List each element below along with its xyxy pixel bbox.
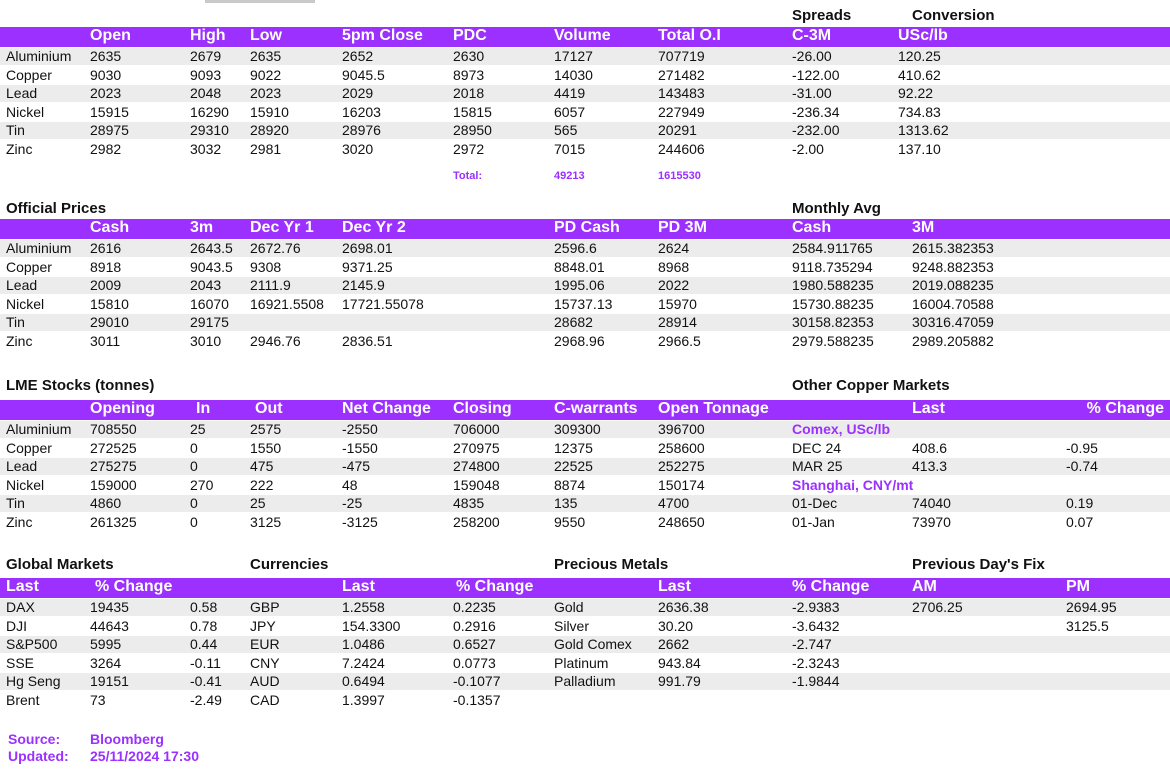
official-cell: 16921.5508 (250, 295, 324, 312)
stocks-cell: 9550 (554, 513, 586, 530)
index-change: 0.44 (190, 636, 218, 652)
contract-name: MAR 25 (792, 458, 843, 474)
official-cell: 2615.382353 (912, 240, 994, 256)
currency-change: -0.1077 (453, 673, 501, 689)
stocks-cell: 25 (190, 421, 206, 437)
currencies-title: Currencies (250, 556, 329, 573)
previous-fix-title: Previous Day's Fix (912, 556, 1045, 573)
official-cell: 16070 (190, 295, 229, 312)
official-cell: 8848.01 (554, 258, 605, 275)
top-cell: 244606 (658, 140, 705, 157)
top-cell: -2.00 (792, 140, 824, 157)
stocks-cell: -475 (342, 458, 371, 474)
total-label: Total: (453, 170, 483, 182)
metal-name: Nickel (6, 103, 45, 120)
index-last: 19435 (90, 599, 129, 615)
currency-last: 154.3300 (342, 617, 401, 634)
fix-am: 2706.25 (912, 599, 963, 615)
top-cell: 9093 (190, 66, 222, 83)
top-cell: 15915 (90, 103, 129, 120)
precious-change: -2.747 (792, 636, 832, 652)
stocks-cell: 159048 (453, 476, 500, 493)
markets-col-header: PM (1066, 578, 1090, 595)
top-cell: 2023 (90, 85, 122, 101)
currency-name: EUR (250, 636, 280, 652)
stocks-cell: 252275 (658, 458, 705, 474)
top-cell: -31.00 (792, 85, 832, 101)
precious-name: Gold (554, 599, 584, 615)
stocks-cell: 248650 (658, 513, 705, 530)
index-change: -0.41 (190, 673, 222, 689)
top-cell: 7015 (554, 140, 586, 157)
fix-pm: 2694.95 (1066, 599, 1117, 615)
top-cell: 707719 (658, 48, 705, 64)
official-cell: 2009 (90, 277, 122, 293)
top-cell: 8973 (453, 66, 485, 83)
stocks-cell: 258200 (453, 513, 500, 530)
stocks-cell: 0 (190, 495, 198, 511)
top-cell: 2981 (250, 140, 282, 157)
top-cell: 271482 (658, 66, 705, 83)
stocks-cell: 8874 (554, 476, 586, 493)
currency-name: CAD (250, 691, 280, 708)
copper-change: -0.95 (1066, 439, 1098, 456)
stocks-col-header: Out (255, 400, 283, 417)
top-cell: 28920 (250, 122, 289, 138)
official-cell: 2966.5 (658, 332, 701, 349)
updated-value: 25/11/2024 17:30 (90, 748, 199, 764)
metal-name: Zinc (6, 513, 33, 530)
metal-name: Aluminium (6, 48, 72, 64)
stocks-cell: 270975 (453, 439, 500, 456)
top-cell: 15910 (250, 103, 289, 120)
copper-change: -0.74 (1066, 458, 1098, 474)
metal-name: Lead (6, 458, 38, 474)
stocks-cell: 270 (190, 476, 214, 493)
official-cell: 1995.06 (554, 277, 605, 293)
official-cell: 2043 (190, 277, 222, 293)
precious-metals-title: Precious Metals (554, 556, 669, 573)
official-cell: 8968 (658, 258, 690, 275)
stocks-cell: -2550 (342, 421, 378, 437)
contract-name: 01-Dec (792, 495, 838, 511)
top-cell: 9022 (250, 66, 282, 83)
official-cell: 2111.9 (250, 277, 291, 293)
top-cell: 3020 (342, 140, 374, 157)
index-name: DJI (6, 617, 27, 634)
markets-col-header: % Change (792, 578, 870, 595)
metal-name: Copper (6, 439, 52, 456)
index-last: 19151 (90, 673, 129, 689)
top-cell: 2972 (453, 140, 485, 157)
stocks-cell: 12375 (554, 439, 593, 456)
precious-last: 991.79 (658, 673, 701, 689)
currency-last: 7.2424 (342, 654, 385, 671)
markets-header-bar (0, 578, 1170, 598)
metal-name: Copper (6, 66, 52, 83)
metal-name: Aluminium (6, 421, 72, 437)
index-change: -2.49 (190, 691, 222, 708)
precious-last: 943.84 (658, 654, 701, 671)
precious-last: 2636.38 (658, 599, 709, 615)
index-name: Hg Seng (6, 673, 61, 689)
official-cell: 2989.205882 (912, 332, 994, 349)
official-cell: 9308 (250, 258, 282, 275)
top-cell: 2018 (453, 85, 485, 101)
stocks-cell: 272525 (90, 439, 137, 456)
markets-col-header: Last (658, 578, 691, 595)
currency-change: 0.2235 (453, 599, 496, 615)
currency-change: 0.6527 (453, 636, 496, 652)
metal-name: Zinc (6, 332, 33, 349)
top-cell: -122.00 (792, 66, 840, 83)
metal-name: Tin (6, 314, 25, 330)
official-cell: 1980.588235 (792, 277, 874, 293)
copper-change: 0.19 (1066, 495, 1094, 511)
stocks-col-header: C-warrants (554, 400, 638, 417)
stocks-col-header: % Change (1086, 400, 1164, 417)
index-last: 73 (90, 691, 106, 708)
official-col-header: Cash (90, 219, 130, 236)
top-cell: 9030 (90, 66, 122, 83)
official-cell: 2624 (658, 240, 690, 256)
top-cell: -236.34 (792, 103, 840, 120)
stocks-cell: 396700 (658, 421, 705, 437)
index-name: S&P500 (6, 636, 58, 652)
index-name: Brent (6, 691, 40, 708)
markets-col-header: % Change (456, 578, 534, 595)
stocks-cell: 4835 (453, 495, 485, 511)
precious-change: -2.3243 (792, 654, 840, 671)
official-cell: 29010 (90, 314, 129, 330)
stocks-cell: 135 (554, 495, 578, 511)
precious-name: Palladium (554, 673, 616, 689)
official-cell: 15970 (658, 295, 697, 312)
logo-smudge (205, 0, 315, 3)
currency-name: JPY (250, 617, 276, 634)
official-cell: 30158.82353 (792, 314, 874, 330)
top-cell: 137.10 (898, 140, 941, 157)
index-change: 0.58 (190, 599, 218, 615)
top-cell: 1313.62 (898, 122, 949, 138)
market-subheader: Shanghai, CNY/mt (792, 476, 914, 493)
official-col-header: Cash (792, 219, 832, 236)
top-col-header: Open (90, 27, 131, 44)
official-col-header: 3m (190, 219, 214, 236)
official-cell: 28682 (554, 314, 593, 330)
stocks-cell: 261325 (90, 513, 137, 530)
precious-change: -1.9844 (792, 673, 840, 689)
official-cell: 17721.55078 (342, 295, 424, 312)
top-col-header: USc/lb (898, 27, 948, 44)
top-cell: 2029 (342, 85, 374, 101)
stocks-cell: 1550 (250, 439, 282, 456)
stocks-cell: 708550 (90, 421, 137, 437)
top-cell: 9045.5 (342, 66, 385, 83)
official-cell: 9371.25 (342, 258, 393, 275)
stocks-col-header: Last (912, 400, 945, 417)
metal-name: Lead (6, 277, 38, 293)
official-cell: 16004.70588 (912, 295, 994, 312)
metal-name: Tin (6, 122, 25, 138)
top-col-header: Total O.I (658, 27, 721, 44)
metal-name: Copper (6, 258, 52, 275)
precious-name: Platinum (554, 654, 609, 671)
precious-change: -2.9383 (792, 599, 840, 615)
official-col-header: 3M (912, 219, 935, 236)
index-change: -0.11 (190, 654, 221, 671)
official-cell: 15810 (90, 295, 129, 312)
top-cell: 2023 (250, 85, 282, 101)
official-cell: 3011 (90, 332, 121, 349)
stocks-cell: 4700 (658, 495, 690, 511)
top-cell: 120.25 (898, 48, 941, 64)
official-cell: 15737.13 (554, 295, 613, 312)
top-cell: 15815 (453, 103, 492, 120)
top-cell: 92.22 (898, 85, 934, 101)
stocks-cell: 48 (342, 476, 358, 493)
official-cell: 2019.088235 (912, 277, 994, 293)
top-cell: 28950 (453, 122, 492, 138)
official-cell: 9118.735294 (792, 258, 873, 275)
markets-col-header: Last (6, 578, 39, 595)
top-cell: 2048 (190, 85, 222, 101)
stocks-cell: 150174 (658, 476, 705, 493)
official-cell: 2946.76 (250, 332, 301, 349)
stocks-cell: -25 (342, 495, 363, 511)
precious-last: 2662 (658, 636, 690, 652)
top-cell: 6057 (554, 103, 586, 120)
market-subheader: Comex, USc/lb (792, 421, 891, 437)
top-cell: 20291 (658, 122, 697, 138)
top-cell: 734.83 (898, 103, 941, 120)
top-col-header: Volume (554, 27, 611, 44)
top-cell: 3032 (190, 140, 222, 157)
top-col-header: High (190, 27, 226, 44)
official-col-header: Dec Yr 2 (342, 219, 406, 236)
stocks-cell: 0 (190, 513, 198, 530)
top-cell: 143483 (658, 85, 705, 101)
top-cell: 2630 (453, 48, 485, 64)
markets-col-header: Last (342, 578, 375, 595)
official-prices-title: Official Prices (6, 200, 107, 217)
official-cell: 2968.96 (554, 332, 605, 349)
official-cell: 8918 (90, 258, 122, 275)
stocks-col-header: Opening (90, 400, 155, 417)
top-col-header: C-3M (792, 27, 832, 44)
stocks-cell: 159000 (90, 476, 137, 493)
stocks-cell: 309300 (554, 421, 601, 437)
conversion-title: Conversion (912, 7, 995, 24)
top-cell: -26.00 (792, 48, 832, 64)
index-last: 5995 (90, 636, 122, 652)
official-cell: 9248.882353 (912, 258, 994, 275)
official-cell: 29175 (190, 314, 229, 330)
top-cell: 565 (554, 122, 578, 138)
official-cell: 2616 (90, 240, 122, 256)
top-cell: 29310 (190, 122, 229, 138)
official-cell: 9043.5 (190, 258, 233, 275)
top-cell: 28976 (342, 122, 381, 138)
copper-last: 413.3 (912, 458, 948, 474)
top-cell: 2652 (342, 48, 374, 64)
top-col-header: 5pm Close (342, 27, 423, 44)
stocks-col-header: Closing (453, 400, 512, 417)
currency-name: GBP (250, 599, 280, 615)
top-cell: 2635 (90, 48, 122, 64)
stocks-col-header: Open Tonnage (658, 400, 769, 417)
source-label: Source: (8, 731, 61, 747)
precious-last: 30.20 (658, 617, 694, 634)
stocks-cell: 475 (250, 458, 274, 474)
stocks-col-header: In (196, 400, 211, 417)
updated-label: Updated: (8, 748, 69, 764)
stocks-cell: 2575 (250, 421, 282, 437)
official-cell: 30316.47059 (912, 314, 994, 330)
official-cell: 2145.9 (342, 277, 385, 293)
stocks-cell: 706000 (453, 421, 500, 437)
metal-name: Nickel (6, 476, 45, 493)
global-markets-title: Global Markets (6, 556, 114, 573)
stocks-cell: 22525 (554, 458, 593, 474)
markets-col-header: AM (912, 578, 937, 595)
top-cell: 2679 (190, 48, 222, 64)
currency-name: AUD (250, 673, 280, 689)
top-col-header: PDC (453, 27, 487, 44)
metal-name: Nickel (6, 295, 45, 312)
official-col-header: PD Cash (554, 219, 620, 236)
top-cell: 14030 (554, 66, 593, 83)
metal-name: Tin (6, 495, 25, 511)
stocks-col-header: Net Change (342, 400, 431, 417)
stocks-cell: 3125 (250, 513, 282, 530)
metal-name: Zinc (6, 140, 33, 157)
total-volume: 49213 (554, 170, 585, 182)
precious-name: Silver (554, 617, 590, 634)
source-value: Bloomberg (90, 731, 164, 747)
top-row-shade (0, 122, 1170, 139)
spreads-title: Spreads (792, 7, 852, 24)
other-copper-title: Other Copper Markets (792, 377, 950, 394)
official-cell: 3010 (190, 332, 222, 349)
top-cell: 4419 (554, 85, 586, 101)
contract-name: DEC 24 (792, 439, 842, 456)
top-cell: 16203 (342, 103, 381, 120)
official-cell: 2596.6 (554, 240, 597, 256)
official-cell: 2836.51 (342, 332, 393, 349)
currency-last: 1.3997 (342, 691, 385, 708)
stocks-row-shade (0, 495, 1170, 512)
markets-col-header: % Change (95, 578, 173, 595)
copper-change: 0.07 (1066, 513, 1094, 530)
official-cell: 15730.88235 (792, 295, 874, 312)
total-oi: 1615530 (658, 170, 701, 182)
official-col-header: Dec Yr 1 (250, 219, 314, 236)
top-cell: 2635 (250, 48, 282, 64)
stocks-cell: -3125 (342, 513, 378, 530)
stocks-cell: 275275 (90, 458, 137, 474)
metal-name: Aluminium (6, 240, 72, 256)
index-name: DAX (6, 599, 35, 615)
top-cell: 16290 (190, 103, 229, 120)
contract-name: 01-Jan (792, 513, 835, 530)
index-change: 0.78 (190, 617, 218, 634)
copper-last: 73970 (912, 513, 951, 530)
currency-last: 0.6494 (342, 673, 385, 689)
top-col-header: Low (250, 27, 282, 44)
precious-change: -3.6432 (792, 617, 840, 634)
currency-last: 1.0486 (342, 636, 385, 652)
lme-stocks-title: LME Stocks (tonnes) (6, 377, 155, 394)
official-cell: 28914 (658, 314, 697, 330)
official-cell: 2698.01 (342, 240, 393, 256)
currency-change: 0.0773 (453, 654, 496, 671)
copper-last: 408.6 (912, 439, 948, 456)
markets-row-shade (0, 599, 1170, 616)
copper-last: 74040 (912, 495, 951, 511)
official-cell: 2022 (658, 277, 690, 293)
metal-name: Lead (6, 85, 38, 101)
stocks-cell: 0 (190, 458, 198, 474)
stocks-cell: 258600 (658, 439, 705, 456)
top-cell: 17127 (554, 48, 593, 64)
top-cell: -232.00 (792, 122, 840, 138)
index-last: 44643 (90, 617, 129, 634)
currency-change: 0.2916 (453, 617, 496, 634)
stocks-cell: 4860 (90, 495, 122, 511)
top-cell: 28975 (90, 122, 129, 138)
official-cell: 2584.911765 (792, 240, 873, 256)
currency-change: -0.1357 (453, 691, 501, 708)
stocks-cell: 274800 (453, 458, 500, 474)
stocks-cell: 0 (190, 439, 198, 456)
fix-pm: 3125.5 (1066, 617, 1109, 634)
index-last: 3264 (90, 654, 122, 671)
official-cell: 2979.588235 (792, 332, 874, 349)
top-cell: 2982 (90, 140, 122, 157)
index-name: SSE (6, 654, 35, 671)
stocks-cell: 222 (250, 476, 274, 493)
top-cell: 227949 (658, 103, 705, 120)
precious-name: Gold Comex (554, 636, 632, 652)
currency-name: CNY (250, 654, 280, 671)
stocks-cell: -1550 (342, 439, 378, 456)
official-cell: 2643.5 (190, 240, 233, 256)
stocks-cell: 25 (250, 495, 266, 511)
official-cell: 2672.76 (250, 240, 301, 256)
currency-last: 1.2558 (342, 599, 385, 615)
top-cell: 410.62 (898, 66, 941, 83)
official-col-header: PD 3M (658, 219, 707, 236)
monthly-avg-title: Monthly Avg (792, 200, 881, 217)
